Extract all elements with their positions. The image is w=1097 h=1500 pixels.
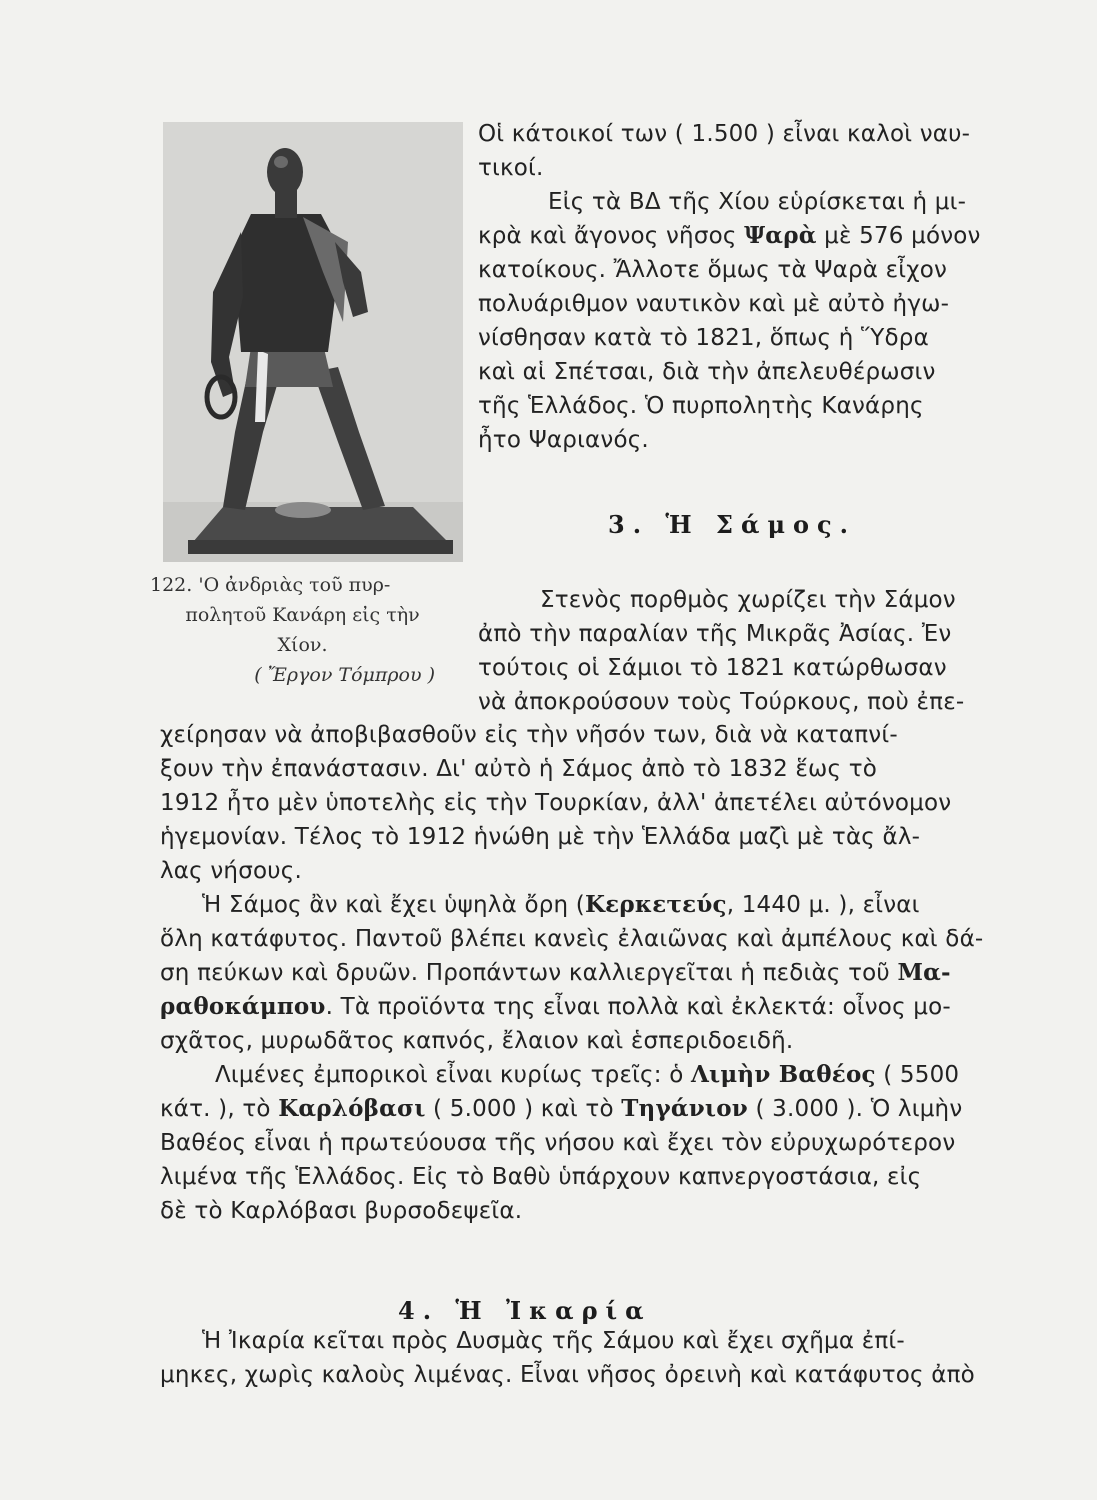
figure-caption: [150, 570, 455, 690]
ikaria-text-block: [160, 1324, 1018, 1392]
text-line: τούτοις οἱ Σάμιοι τὸ 1821 κατώρθωσαν: [478, 655, 947, 681]
text-line: χείρησαν νὰ ἀποβιβασθοῦν εἰς τὴν νῆσόν των, διὰ νὰ καταπνί-: [160, 722, 898, 748]
text-line: [160, 1092, 1018, 1126]
text-line: καὶ αἱ Σπέτσαι, διὰ τὴν ἀπελευθέρωσιν: [478, 359, 936, 385]
text-line: [160, 888, 1018, 922]
text-line: ἀπὸ τὴν παραλίαν τῆς Μικρᾶς Ἀσίας. Ἐν: [478, 621, 952, 647]
bold-term-psara: Ψαρὰ: [744, 222, 817, 249]
chios-text-block: [478, 117, 1018, 457]
caption-line-2: πολητοῦ Κανάρη εἰς τὴν: [185, 604, 420, 626]
statue-illustration: [163, 122, 463, 562]
text-line: κατοίκους. Ἄλλοτε ὅμως τὰ Ψαρὰ εἶχον: [478, 257, 948, 283]
text-line: [160, 1058, 1018, 1092]
text-line: Εἰς τὰ ΒΔ τῆς Χίου εὑρίσκεται ἡ μι-: [548, 189, 967, 215]
text-line: σχᾶτος, μυρωδᾶτος καπνός, ἔλαιον καὶ ἑσπεριδοειδῆ.: [160, 1028, 794, 1054]
text-line: [160, 990, 1018, 1024]
text-run: μὲ 576 μόνον: [816, 223, 981, 249]
samos-text-wide: [160, 718, 1018, 1228]
text-line: ξουν τὴν ἐπανάστασιν. Δι' αὐτὸ ἡ Σάμος ἀπὸ τὸ 1832 ἕως τὸ: [160, 756, 878, 782]
bold-term-marathokampou: Μα-: [897, 959, 951, 986]
text-line: Βαθέος εἶναι ἡ πρωτεύουσα τῆς νήσου καὶ ἔχει τὸν εὐρυχωρότερον: [160, 1130, 956, 1156]
text-run: κρὰ καὶ ἄγονος νῆσος: [478, 223, 745, 249]
text-line: τῆς Ἑλλάδος. Ὁ πυρπολητὴς Κανάρης: [478, 393, 924, 419]
text-line: Οἱ κάτοικοί των ( 1.500 ) εἶναι καλοὶ ναυ-: [478, 121, 971, 147]
text-line: [478, 219, 1018, 253]
bold-term-tiganion: Τηγάνιον: [621, 1095, 748, 1122]
text-line: πολυάριθμον ναυτικὸν καὶ μὲ αὐτὸ ἠγω-: [478, 291, 950, 317]
text-line: Στενὸς πορθμὸς χωρίζει τὴν Σάμον: [540, 587, 956, 613]
text-line: νίσθησαν κατὰ τὸ 1821, ὅπως ἡ Ὕδρα: [478, 325, 929, 351]
bold-term-karlovasi: Καρλόβασι: [278, 1095, 426, 1122]
text-line: δὲ τὸ Καρλόβασι βυρσοδεψεῖα.: [160, 1198, 523, 1224]
text-run: ση πεύκων καὶ δρυῶν. Προπάντων καλλιεργεῖται ἡ πεδιὰς τοῦ: [160, 960, 898, 986]
text-line: Ἡ Ἰκαρία κεῖται πρὸς Δυσμὰς τῆς Σάμου καὶ ἔχει σχῆμα ἐπί-: [202, 1328, 905, 1354]
text-line: μηκες, χωρὶς καλοὺς λιμένας. Εἶναι νῆσος ὀρεινὴ καὶ κατάφυτος ἀπὸ: [160, 1362, 975, 1388]
text-line: [160, 956, 1018, 990]
text-run: ( 5.000 ) καὶ τὸ: [425, 1096, 622, 1122]
text-run: Λιμένες ἐμπορικοὶ εἶναι κυρίως τρεῖς: ὁ: [215, 1062, 691, 1088]
text-run: ( 5500: [875, 1062, 960, 1088]
bold-term-limin-vatheos: Λιμὴν Βαθέος: [691, 1061, 876, 1088]
text-line: νὰ ἀποκρούσουν τοὺς Τούρκους, ποὺ ἐπε-: [478, 689, 965, 715]
section-heading-ikaria: 4. Ἡ Ἰκαρία: [398, 1296, 652, 1325]
bold-term-marathokampou: ραθοκάμπου: [160, 993, 326, 1020]
text-line: λας νήσους.: [160, 858, 302, 884]
bold-term-kerketeus: Κερκετεύς: [584, 891, 727, 918]
text-line: ὅλη κατάφυτος. Παντοῦ βλέπει κανεὶς ἐλαιῶνας καὶ ἀμπέλους καὶ δά-: [160, 926, 984, 952]
text-line: τικοί.: [478, 155, 544, 181]
text-run: . Τὰ προϊόντα της εἶναι πολλὰ καὶ ἐκλεκτά: οἶνος μο-: [325, 994, 951, 1020]
text-line: ἦτο Ψαριανός.: [478, 427, 649, 453]
caption-line-1: 122. 'Ο ἀνδριὰς τοῦ πυρ-: [150, 574, 391, 596]
text-run: ( 3.000 ). Ὁ λιμὴν: [747, 1096, 963, 1122]
text-run: Ἡ Σάμος ἂν καὶ ἔχει ὑψηλὰ ὄρη (: [202, 892, 585, 918]
text-line: 1912 ἦτο μὲν ὑποτελὴς εἰς τὴν Τουρκίαν, ἀλλ' ἀπετέλει αὐτόνομον: [160, 790, 952, 816]
text-line: λιμένα τῆς Ἑλλάδος. Εἰς τὸ Βαθὺ ὑπάρχουν καπνεργοστάσια, εἰς: [160, 1164, 922, 1190]
samos-text-narrow: [478, 583, 1018, 719]
text-run: , 1440 μ. ), εἶναι: [726, 892, 920, 918]
text-run: κάτ. ), τὸ: [160, 1096, 279, 1122]
section-heading-samos: 3. Ἡ Σάμος.: [608, 510, 857, 539]
statue-photo: [163, 122, 463, 562]
text-line: ἡγεμονίαν. Τέλος τὸ 1912 ἡνώθη μὲ τὴν Ἑλλάδα μαζὶ μὲ τὰς ἄλ-: [160, 824, 921, 850]
caption-credit: ( Ἔργον Τόμπρου ): [254, 664, 435, 686]
caption-line-3: Χίον.: [277, 634, 328, 656]
